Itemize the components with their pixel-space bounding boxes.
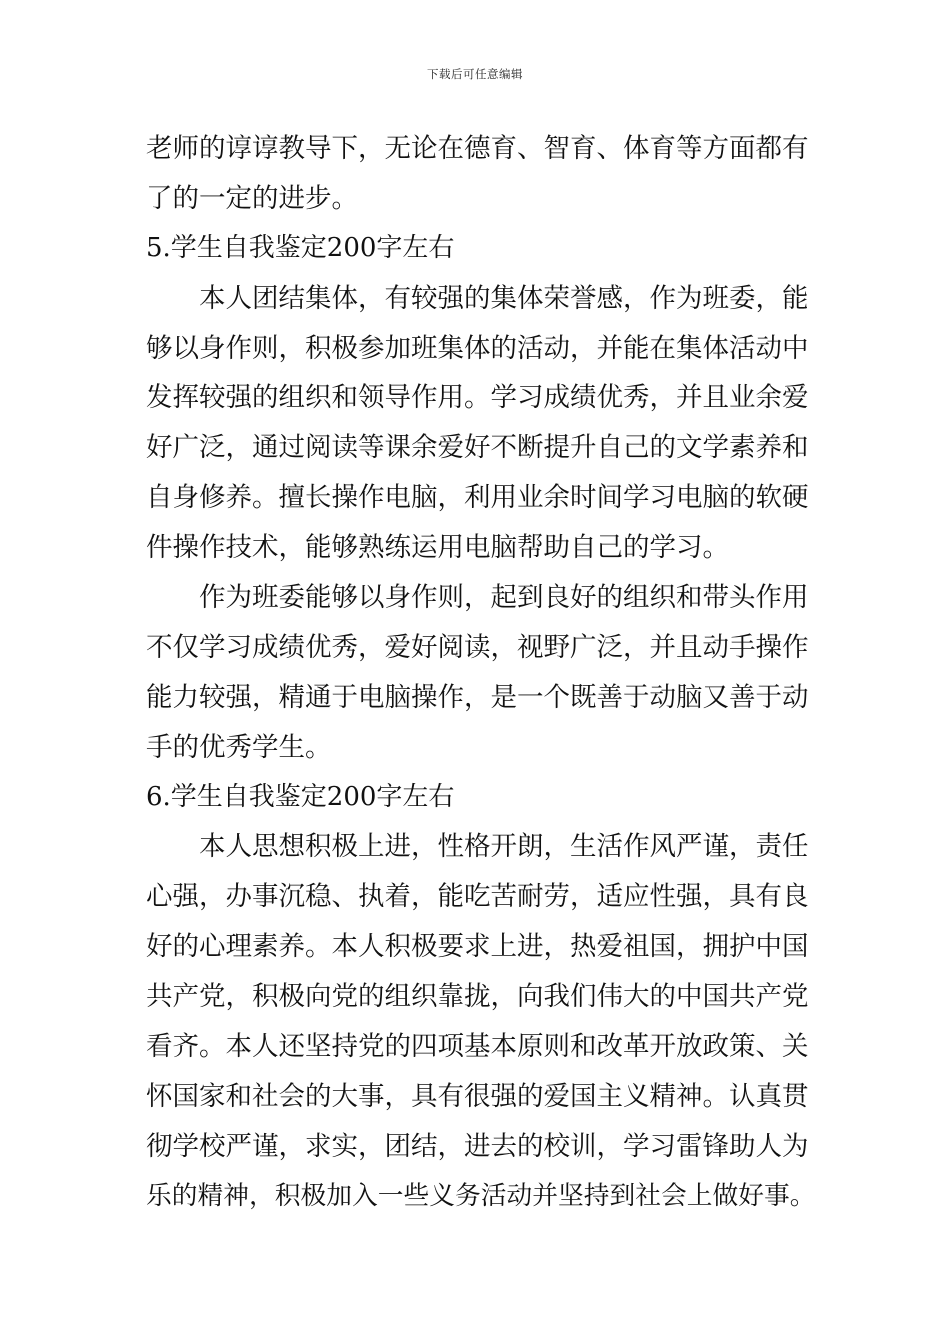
text-line: 了的一定的进步。: [146, 182, 358, 214]
section-heading: 6.学生自我鉴定200字左右: [146, 781, 455, 812]
text-line: 心强，办事沉稳、执着，能吃苦耐劳，适应性强，具有良: [146, 881, 809, 913]
text-line: 好广泛，通过阅读等课余爱好不断提升自己的文学素养和: [146, 432, 809, 464]
text-line: 发挥较强的组织和领导作用。学习成绩优秀，并且业余爱: [146, 382, 809, 414]
page-header: 下载后可任意编辑: [427, 67, 523, 81]
text-line: 乐的精神，积极加入一些义务活动并坚持到社会上做好事。: [146, 1180, 816, 1211]
text-line: 能力较强，精通于电脑操作，是一个既善于动脑又善于动: [146, 681, 809, 713]
text-line: 手的优秀学生。: [146, 731, 332, 763]
text-line: 怀国家和社会的大事，具有很强的爱国主义精神。认真贯: [146, 1080, 809, 1112]
text-line: 件操作技术，能够熟练运用电脑帮助自己的学习。: [146, 532, 729, 564]
text-line: 共产党，积极向党的组织靠拢，向我们伟大的中国共产党: [146, 981, 809, 1013]
text-line: 自身修养。擅长操作电脑，利用业余时间学习电脑的软硬: [146, 482, 809, 514]
section-heading: 5.学生自我鉴定200字左右: [146, 232, 455, 263]
paragraph-first-line: 本人团结集体，有较强的集体荣誉感，作为班委，能: [199, 282, 809, 314]
text-line: 不仅学习成绩优秀，爱好阅读，视野广泛，并且动手操作: [146, 631, 809, 663]
text-line: 老师的谆谆教导下，无论在德育、智育、体育等方面都有: [146, 133, 809, 164]
text-line: 彻学校严谨，求实，团结，进去的校训，学习雷锋助人为: [146, 1130, 809, 1162]
paragraph-first-line: 本人思想积极上进，性格开朗，生活作风严谨，责任: [199, 831, 809, 863]
paragraph-first-line: 作为班委能够以身作则，起到良好的组织和带头作用: [199, 582, 809, 614]
document-body: [146, 124, 816, 1222]
text-line: 看齐。本人还坚持党的四项基本原则和改革开放政策、关: [146, 1031, 809, 1063]
text-line: 够以身作则，积极参加班集体的活动，并能在集体活动中: [146, 332, 809, 364]
text-line: 好的心理素养。本人积极要求上进，热爱祖国，拥护中国: [146, 931, 809, 963]
